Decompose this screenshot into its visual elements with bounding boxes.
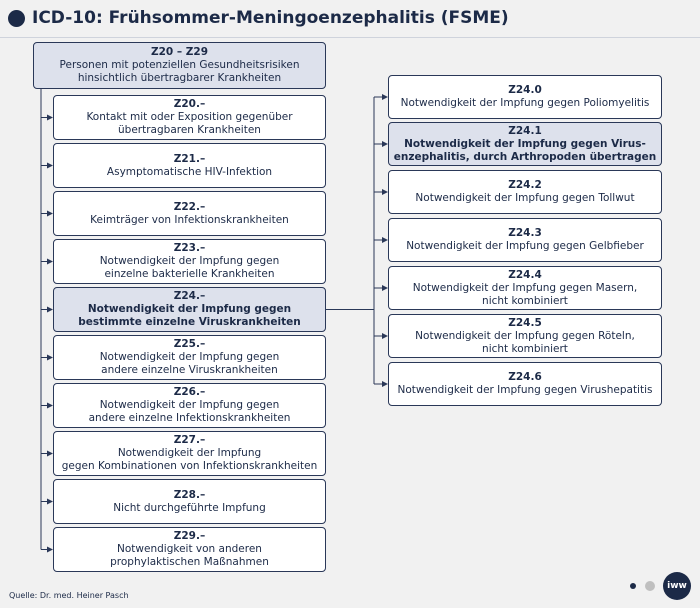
category-box-z24-description: Notwendigkeit der Impfung gegen bestimmte einzelne Viruskrankheiten (78, 303, 301, 328)
category-box-z20-description: Kontakt mit oder Exposition gegenüber übertragbaren Krankheiten (86, 111, 293, 136)
subcategory-box-z246-description: Notwendigkeit der Impfung gegen Virushepatitis (397, 384, 653, 396)
iww-logo: iww (663, 572, 691, 600)
category-box-z29-description: Notwendigkeit von anderen prophylaktischen Maßnahmen (110, 543, 269, 568)
category-box-z22-code: Z22.– (173, 200, 206, 213)
category-box-z26-description: Notwendigkeit der Impfung gegen andere einzelne Infektionskrankheiten (88, 399, 291, 424)
category-box-z23-description: Notwendigkeit der Impfung gegen einzelne bakterielle Krankheiten (99, 255, 280, 280)
page-indicator-dot (645, 581, 655, 591)
subcategory-box-z241-code: Z24.1 (508, 124, 542, 137)
category-box-z27-code: Z27.– (173, 434, 206, 446)
category-box-z25-code: Z25.– (173, 338, 206, 350)
category-box-z28 (53, 479, 326, 524)
subcategory-box-z245 (388, 314, 662, 358)
subcategory-box-z242-description: Notwendigkeit der Impfung gegen Tollwut (415, 192, 635, 204)
subcategory-box-z242 (388, 170, 662, 214)
subcategory-box-z243-description: Notwendigkeit der Impfung gegen Gelbfieber (406, 240, 644, 252)
category-box-z26-code: Z26.– (173, 386, 206, 398)
subcategory-box-z240-code: Z24.0 (508, 84, 542, 96)
category-box-z24 (53, 287, 326, 332)
root-code: Z20 – Z29 (150, 46, 208, 58)
category-box-z22-description: Keimträger von Infektionskrankheiten (90, 213, 289, 226)
category-box-z27-description: Notwendigkeit der Impfung gegen Kombinationen von Infektionskrankheiten (61, 447, 318, 472)
subcategory-box-z245-code: Z24.5 (508, 316, 542, 329)
source-note: Quelle: Dr. med. Heiner Pasch (9, 591, 129, 600)
category-box-z23-code: Z23.– (173, 242, 206, 254)
category-box-z28-code: Z28.– (173, 488, 206, 501)
subcategory-box-z244-code: Z24.4 (508, 268, 542, 281)
category-box-z25-description: Notwendigkeit der Impfung gegen andere einzelne Viruskrankheiten (99, 351, 280, 376)
subcategory-box-z244 (388, 266, 662, 310)
page-title: ICD-10: Frühsommer-Meningoenzephalitis (FSME) (32, 8, 509, 28)
category-box-z23 (53, 239, 326, 284)
subcategory-box-z246-code: Z24.6 (508, 371, 542, 383)
category-box-z26 (53, 383, 326, 428)
category-box-z29 (53, 527, 326, 572)
category-box-z21 (53, 143, 326, 188)
category-box-z28-description: Nicht durchgeführte Impfung (113, 501, 266, 514)
root-category-box (33, 42, 326, 89)
subcategory-box-z241 (388, 122, 662, 166)
subcategory-box-z241-description: Notwendigkeit der Impfung gegen Virus- enzephalitis, durch Arthropoden übertragen (393, 137, 657, 163)
category-box-z21-code: Z21.– (173, 152, 206, 165)
category-box-z22 (53, 191, 326, 236)
subcategory-box-z242-code: Z24.2 (508, 179, 542, 191)
category-box-z20 (53, 95, 326, 140)
subcategory-box-z243 (388, 218, 662, 262)
subcategory-box-z244-description: Notwendigkeit der Impfung gegen Masern, nicht kombiniert (412, 281, 638, 307)
subcategory-box-z240 (388, 75, 662, 119)
category-box-z29-code: Z29.– (173, 530, 206, 542)
category-box-z27 (53, 431, 326, 476)
category-box-z20-code: Z20.– (173, 98, 206, 110)
root-description: Personen mit potenziellen Gesundheitsrisiken hinsichtlich übertragbarer Krankheiten (59, 59, 300, 84)
page-indicator-dot-active (630, 583, 636, 589)
category-box-z25 (53, 335, 326, 380)
subcategory-box-z243-code: Z24.3 (508, 227, 542, 239)
subcategory-box-z240-description: Notwendigkeit der Impfung gegen Poliomyelitis (400, 97, 650, 109)
subcategory-box-z245-description: Notwendigkeit der Impfung gegen Röteln, nicht kombiniert (415, 329, 635, 355)
subcategory-box-z246 (388, 362, 662, 406)
category-box-z21-description: Asymptomatische HIV-Infektion (106, 165, 273, 178)
category-box-z24-code: Z24.– (173, 290, 206, 302)
